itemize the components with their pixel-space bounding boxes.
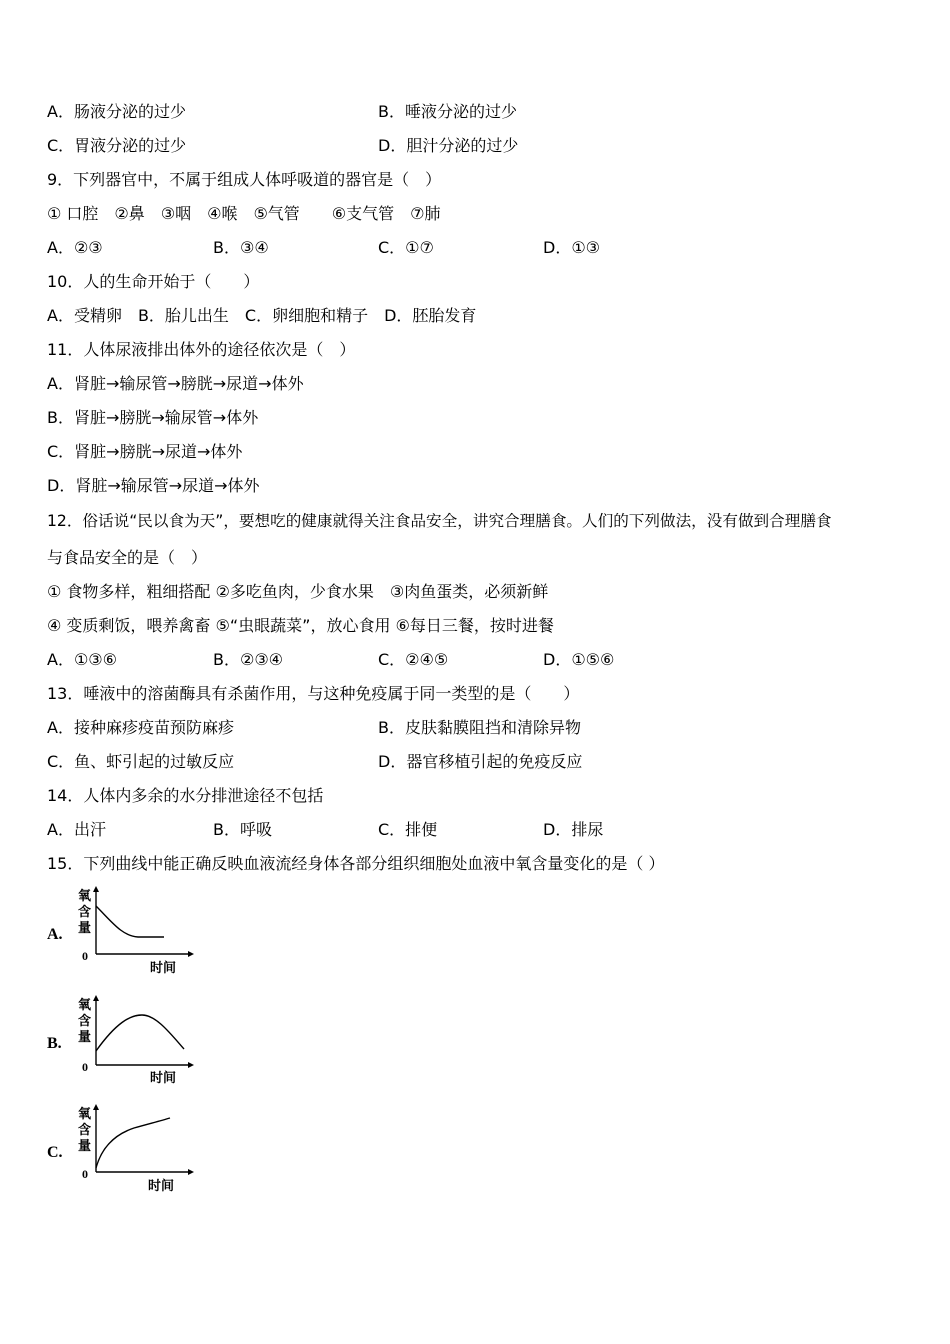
- y-axis-arrow-icon: [93, 1104, 99, 1110]
- x-axis-arrow-icon: [188, 1062, 194, 1068]
- ylabel-char-3: 量: [78, 920, 92, 935]
- q15-graph-c-label: C.: [47, 1144, 63, 1161]
- q8-option-b: B．唾液分泌的过少: [378, 102, 517, 121]
- x-axis-arrow-icon: [188, 951, 194, 957]
- q14-option-a: A．出汗: [47, 820, 106, 839]
- q15-graph-b: [72, 993, 202, 1085]
- q9-option-d: D．①③: [543, 238, 601, 257]
- q15-graph-c: [72, 1102, 202, 1194]
- y-axis-arrow-icon: [93, 886, 99, 892]
- origin-label: 0: [82, 1167, 88, 1181]
- q13-option-d: D．器官移植引起的免疫反应: [378, 752, 583, 771]
- q9-stem: 9．下列器官中，不属于组成人体呼吸道的器官是（ ）: [47, 170, 442, 189]
- origin-label: 0: [82, 949, 88, 963]
- origin-label: 0: [82, 1060, 88, 1074]
- q12-stem-line1: 12．俗话说“民以食为天”，要想吃的健康就得关注食品安全，讲究合理膳食。人们的下列做法，没有做到合理膳食: [47, 512, 832, 530]
- q11-option-a: A．肾脏→输尿管→膀胱→尿道→体外: [47, 374, 304, 393]
- q12-option-d: D．①⑤⑥: [543, 650, 615, 669]
- q13-option-c: C．鱼、虾引起的过敏反应: [47, 752, 235, 771]
- q9-option-c: C．①⑦: [378, 238, 434, 257]
- q11-option-c: C．肾脏→膀胱→尿道→体外: [47, 442, 243, 461]
- q13-option-a: A．接种麻疹疫苗预防麻疹: [47, 718, 234, 737]
- xlabel: 时间: [150, 960, 177, 975]
- ylabel-char-1: 氧: [78, 888, 92, 903]
- q9-option-a: A．②③: [47, 238, 103, 257]
- q12-option-c: C．②④⑤: [378, 650, 449, 669]
- q12-option-b: B．②③④: [213, 650, 284, 669]
- q11-stem: 11．人体尿液排出体外的途径依次是（ ）: [47, 340, 356, 359]
- q10-options: A．受精卵 B．胎儿出生 C．卵细胞和精子 D．胚胎发育: [47, 306, 477, 325]
- q14-option-d: D．排尿: [543, 820, 604, 839]
- q14-option-c: C．排便: [378, 820, 438, 839]
- q12-stem-line2: 与食品安全的是（ ）: [47, 548, 208, 567]
- ylabel-char-2: 含: [78, 1122, 92, 1137]
- xlabel: 时间: [148, 1178, 175, 1193]
- curve-arch: [96, 1015, 184, 1051]
- q9-items: ① 口腔 ②鼻 ③咽 ④喉 ⑤气管 ⑥支气管 ⑦肺: [47, 204, 441, 223]
- q12-items-line2: ④ 变质剩饭，喂养禽畜 ⑤“虫眼蔬菜”，放心食用 ⑥每日三餐，按时进餐: [47, 616, 554, 635]
- q15-graph-b-label: B.: [47, 1035, 62, 1052]
- ylabel-char-3: 量: [78, 1138, 92, 1153]
- ylabel-char-1: 氧: [78, 1106, 92, 1121]
- ylabel-char-2: 含: [78, 904, 92, 919]
- q11-option-d: D．肾脏→输尿管→尿道→体外: [47, 476, 260, 495]
- q12-items-line1: ① 食物多样，粗细搭配 ②多吃鱼肉，少食水果 ③肉鱼蛋类，必须新鲜: [47, 582, 549, 601]
- y-axis-arrow-icon: [93, 995, 99, 1001]
- q15-graph-a-label: A.: [47, 926, 63, 943]
- ylabel-char-3: 量: [78, 1029, 92, 1044]
- xlabel: 时间: [150, 1070, 177, 1085]
- curve-decreasing: [96, 906, 164, 937]
- q11-option-b: B．肾脏→膀胱→输尿管→体外: [47, 408, 259, 427]
- q13-option-b: B．皮肤黏膜阻挡和清除异物: [378, 718, 581, 737]
- q12-option-a: A．①③⑥: [47, 650, 117, 669]
- q13-stem: 13．唾液中的溶菌酶具有杀菌作用，与这种免疫属于同一类型的是（ ）: [47, 684, 580, 703]
- q8-option-d: D．胆汁分泌的过少: [378, 136, 519, 155]
- q14-stem: 14．人体内多余的水分排泄途径不包括: [47, 786, 324, 805]
- q10-stem: 10．人的生命开始于（ ）: [47, 272, 260, 291]
- x-axis-arrow-icon: [188, 1169, 194, 1175]
- q14-option-b: B．呼吸: [213, 820, 272, 839]
- q15-stem: 15．下列曲线中能正确反映血液流经身体各部分组织细胞处血液中氧含量变化的是（ ）: [47, 854, 665, 873]
- q9-option-b: B．③④: [213, 238, 269, 257]
- q15-graph-a: [72, 884, 202, 976]
- q8-option-a: A．肠液分泌的过少: [47, 102, 186, 121]
- q8-option-c: C．胃液分泌的过少: [47, 136, 187, 155]
- ylabel-char-2: 含: [78, 1013, 92, 1028]
- curve-increasing: [96, 1118, 170, 1168]
- ylabel-char-1: 氧: [78, 997, 92, 1012]
